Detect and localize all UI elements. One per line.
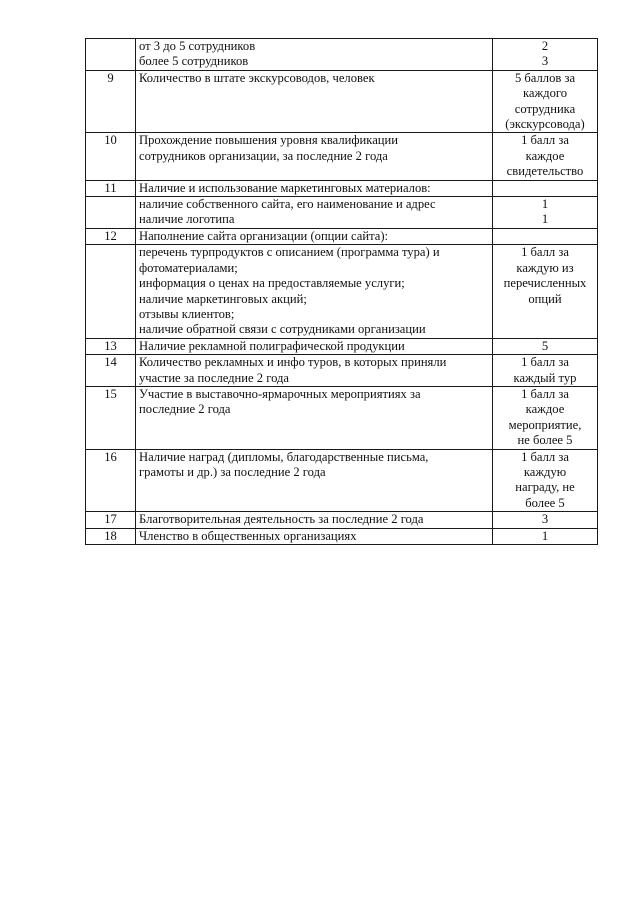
score-text-line: 1 xyxy=(541,212,549,227)
criterion-text-line: Количество в штате экскурсоводов, человек xyxy=(139,70,375,85)
score-text-line: 1 xyxy=(541,197,549,212)
score-text-line: не более 5 xyxy=(517,433,573,448)
score-cell xyxy=(493,355,598,387)
score-text-line: 3 xyxy=(541,512,549,527)
row-number-cell: 15 xyxy=(86,386,136,449)
row-number-cell: 17 xyxy=(86,512,136,528)
criterion-text-line: наличие собственного сайта, его наименование и адрес xyxy=(139,197,436,212)
score-cell xyxy=(493,386,598,449)
score-text-line: 1 xyxy=(541,528,549,543)
score-text-line: каждого xyxy=(522,86,568,101)
score-text-line: 1 балл за xyxy=(521,386,569,401)
score-text-line: каждую xyxy=(523,464,567,479)
score-text-line: перечисленных xyxy=(503,276,587,291)
score-text-line: более 5 xyxy=(525,495,565,510)
table-row xyxy=(86,228,598,244)
row-number-cell: 16 xyxy=(86,449,136,512)
criterion-text-line: Наличие наград (дипломы, благодарственные письма, xyxy=(139,449,429,464)
criterion-description-cell xyxy=(136,228,493,244)
score-cell xyxy=(493,338,598,354)
score-text-line: награду, не xyxy=(515,480,575,495)
row-number-cell xyxy=(86,39,136,71)
table-row xyxy=(86,39,598,71)
score-cell xyxy=(493,39,598,71)
criteria-table-body xyxy=(86,39,598,545)
score-cell xyxy=(493,528,598,544)
table-row xyxy=(86,180,598,196)
score-cell xyxy=(493,180,598,196)
row-number-cell: 11 xyxy=(86,180,136,196)
score-cell xyxy=(493,449,598,512)
criterion-description-cell xyxy=(136,449,493,512)
criterion-text-line: наличие логотипа xyxy=(139,212,235,227)
row-number-cell: 10 xyxy=(86,133,136,180)
score-text-line: 1 балл за xyxy=(521,245,569,260)
score-text-line: (экскурсовода) xyxy=(505,117,585,132)
criterion-text-line: последние 2 года xyxy=(139,402,231,417)
criterion-text-line: фотоматериалами; xyxy=(139,260,238,275)
table-row xyxy=(86,245,598,338)
criterion-text-line: наличие обратной связи с сотрудниками организации xyxy=(139,322,426,337)
score-text-line: 1 балл за xyxy=(521,133,569,148)
table-row xyxy=(86,512,598,528)
score-text-line: свидетельство xyxy=(506,164,584,179)
criterion-text-line: Благотворительная деятельность за последние 2 года xyxy=(139,512,424,527)
score-text-line: 3 xyxy=(541,54,549,69)
score-cell xyxy=(493,70,598,133)
score-text-line: каждый тур xyxy=(513,370,577,385)
score-text-line: 1 балл за xyxy=(521,355,569,370)
table-row xyxy=(86,528,598,544)
criterion-text-line: информация о ценах на предоставляемые услуги; xyxy=(139,276,405,291)
criterion-description-cell xyxy=(136,197,493,229)
table-row xyxy=(86,338,598,354)
table-row xyxy=(86,197,598,229)
criterion-text-line: Наличие рекламной полиграфической продукции xyxy=(139,338,405,353)
row-number-cell xyxy=(86,197,136,229)
criterion-description-cell xyxy=(136,355,493,387)
criterion-description-cell xyxy=(136,70,493,133)
criterion-description-cell xyxy=(136,180,493,196)
score-cell xyxy=(493,133,598,180)
criterion-text-line: от 3 до 5 сотрудников xyxy=(139,39,256,53)
criterion-description-cell xyxy=(136,133,493,180)
score-text-line: 5 xyxy=(541,338,549,353)
score-text-line: мероприятие, xyxy=(508,417,582,432)
criterion-description-cell xyxy=(136,39,493,71)
score-text-line: 1 балл за xyxy=(521,449,569,464)
row-number-cell: 9 xyxy=(86,70,136,133)
criterion-description-cell xyxy=(136,528,493,544)
score-text-line: каждое xyxy=(525,402,565,417)
criterion-text-line: грамоты и др.) за последние 2 года xyxy=(139,464,326,479)
table-row xyxy=(86,70,598,133)
row-number-cell: 13 xyxy=(86,338,136,354)
criterion-description-cell xyxy=(136,386,493,449)
criterion-text-line: Количество рекламных и инфо туров, в которых приняли xyxy=(139,355,447,370)
score-text-line: каждую из xyxy=(516,260,574,275)
criterion-text-line: наличие маркетинговых акций; xyxy=(139,291,307,306)
criterion-text-line: участие за последние 2 года xyxy=(139,370,290,385)
score-text-line: сотрудника xyxy=(514,101,576,116)
criterion-description-cell xyxy=(136,512,493,528)
score-text-line: опций xyxy=(528,291,562,306)
score-text-line: 2 xyxy=(541,39,549,53)
criterion-description-cell xyxy=(136,245,493,338)
table-row xyxy=(86,449,598,512)
criterion-text-line: Прохождение повышения уровня квалификации xyxy=(139,133,399,148)
score-cell xyxy=(493,245,598,338)
row-number-cell: 18 xyxy=(86,528,136,544)
table-row xyxy=(86,355,598,387)
score-text-line: каждое xyxy=(525,148,565,163)
score-text-line: 5 баллов за xyxy=(514,70,576,85)
row-number-cell: 12 xyxy=(86,228,136,244)
score-cell xyxy=(493,228,598,244)
criterion-text-line: Наполнение сайта организации (опции сайта): xyxy=(139,228,389,243)
criterion-text-line: Наличие и использование маркетинговых материалов: xyxy=(139,180,431,195)
criteria-table xyxy=(85,38,598,545)
score-cell xyxy=(493,512,598,528)
row-number-cell: 14 xyxy=(86,355,136,387)
criterion-text-line: отзывы клиентов; xyxy=(139,306,235,321)
criterion-text-line: Членство в общественных организациях xyxy=(139,528,357,543)
criterion-description-cell xyxy=(136,338,493,354)
row-number-cell xyxy=(86,245,136,338)
score-cell xyxy=(493,197,598,229)
criterion-text-line: более 5 сотрудников xyxy=(139,54,249,69)
table-row xyxy=(86,386,598,449)
table-row xyxy=(86,133,598,180)
criterion-text-line: Участие в выставочно-ярмарочных мероприятиях за xyxy=(139,386,421,401)
criterion-text-line: перечень турпродуктов с описанием (программа тура) и xyxy=(139,245,440,260)
criterion-text-line: сотрудников организации, за последние 2 года xyxy=(139,148,388,163)
